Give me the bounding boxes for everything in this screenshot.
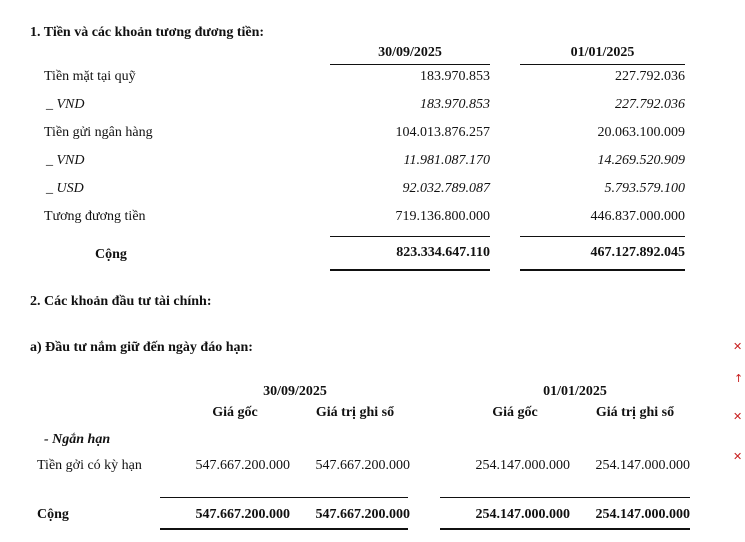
s1-row-label: _ USD	[46, 181, 84, 196]
s2-total-rule-bottom-1	[160, 528, 408, 530]
s2-row-label: Tiền gởi có kỳ hạn	[37, 458, 142, 473]
s1-row-label: _ VND	[46, 153, 85, 168]
section1-title: 1. Tiền và các khoản tương đương tiền:	[30, 25, 265, 40]
s1-total-rule-top-2	[520, 236, 685, 237]
stamp-mark-3: ✕	[733, 410, 743, 423]
s2-row-book-2: 254.147.000.000	[595, 458, 690, 473]
s2-header-book-1: Giá trị ghi sổ	[315, 405, 395, 420]
s2-header-cost-2: Giá gốc	[492, 405, 538, 420]
s1-header-rule-2	[520, 64, 685, 65]
s2-total-rule-top-2	[440, 497, 690, 498]
s1-row-label: Tiền gửi ngân hàng	[44, 125, 153, 140]
s2-period-2: 01/01/2025	[543, 384, 607, 399]
s2-total-rule-bottom-2	[440, 528, 690, 530]
s1-row-v2: 227.792.036	[615, 97, 685, 112]
s2-total-rule-top-1	[160, 497, 408, 498]
s2-row-cost-1: 547.667.200.000	[195, 458, 290, 473]
s1-header-col2: 01/01/2025	[570, 45, 635, 60]
s1-row-v1: 104.013.876.257	[395, 125, 490, 140]
s2-header-cost-1: Giá gốc	[212, 405, 258, 420]
s2-group-label: - Ngắn hạn	[44, 432, 111, 447]
s1-row-label: _ VND	[46, 97, 85, 112]
s1-total-v1: 823.334.647.110	[396, 245, 490, 260]
s1-row-v2: 446.837.000.000	[590, 209, 685, 224]
s1-row-v2: 227.792.036	[615, 69, 685, 84]
s2-total-book-2: 254.147.000.000	[595, 507, 690, 522]
s2-total-book-1: 547.667.200.000	[315, 507, 410, 522]
stamp-mark-4: ✕	[733, 450, 743, 463]
s1-total-rule-top-1	[330, 236, 490, 237]
s1-header-rule-1	[330, 64, 490, 65]
s2-row-cost-2: 254.147.000.000	[475, 458, 570, 473]
s1-row-label: Tương đương tiền	[44, 209, 146, 224]
s2-row-book-1: 547.667.200.000	[315, 458, 410, 473]
s1-total-v2: 467.127.892.045	[590, 245, 685, 260]
s1-row-v2: 14.269.520.909	[597, 153, 685, 168]
stamp-mark-2: ↑	[734, 372, 744, 385]
s1-row-v1: 92.032.789.087	[402, 181, 490, 196]
stamp-mark-1: ✕	[733, 340, 743, 353]
s2-total-label: Cộng	[37, 507, 69, 522]
s1-total-label: Cộng	[95, 247, 127, 262]
section2a-title: a) Đầu tư nắm giữ đến ngày đáo hạn:	[30, 340, 253, 355]
s1-row-v2: 20.063.100.009	[597, 125, 685, 140]
s1-row-v1: 183.970.853	[420, 69, 490, 84]
section2-title: 2. Các khoản đầu tư tài chính:	[30, 294, 212, 309]
s1-row-v1: 183.970.853	[420, 97, 490, 112]
s2-total-cost-2: 254.147.000.000	[475, 507, 570, 522]
s1-total-rule-bottom-1	[330, 269, 490, 271]
s2-total-cost-1: 547.667.200.000	[195, 507, 290, 522]
s1-header-col1: 30/09/2025	[378, 45, 442, 60]
s1-total-rule-bottom-2	[520, 269, 685, 271]
s2-period-1: 30/09/2025	[263, 384, 327, 399]
s1-row-v2: 5.793.579.100	[604, 181, 685, 196]
s1-row-label: Tiền mặt tại quỹ	[44, 69, 136, 84]
s1-row-v1: 719.136.800.000	[395, 209, 490, 224]
s2-header-book-2: Giá trị ghi sổ	[595, 405, 675, 420]
s1-row-v1: 11.981.087.170	[403, 153, 490, 168]
